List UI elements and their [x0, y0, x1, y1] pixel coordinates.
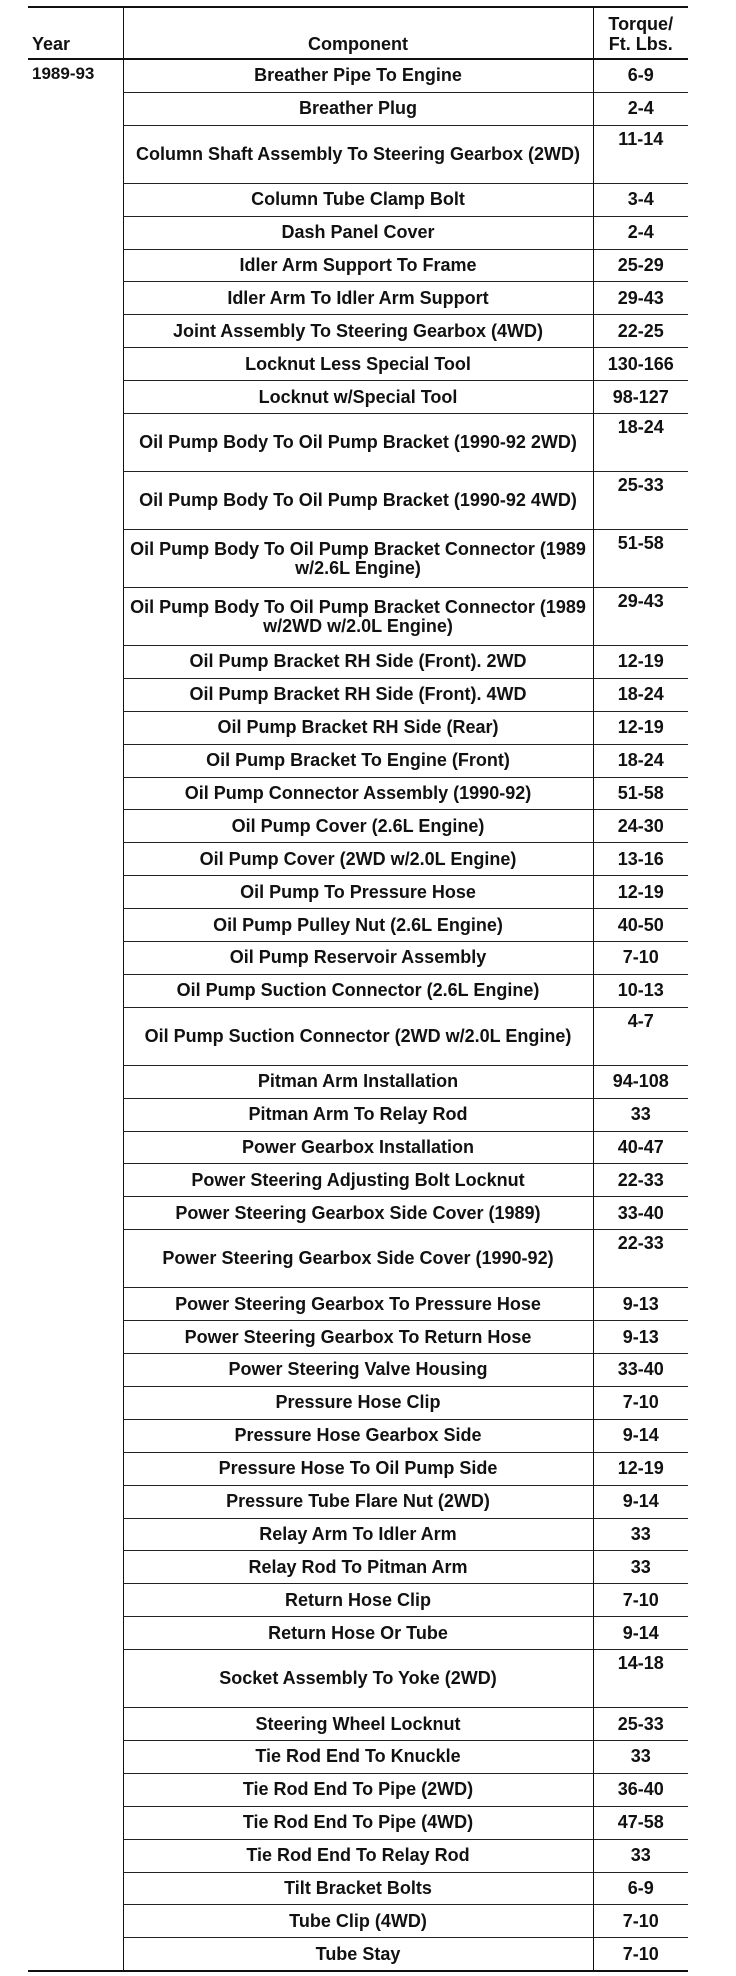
component-cell: Tie Rod End To Relay Rod	[123, 1839, 593, 1872]
component-cell: Pressure Hose To Oil Pump Side	[123, 1452, 593, 1485]
component-cell: Power Steering Gearbox Side Cover (1989)	[123, 1197, 593, 1230]
torque-cell: 130-166	[593, 348, 688, 381]
component-cell: Idler Arm To Idler Arm Support	[123, 282, 593, 315]
table-row	[28, 381, 688, 414]
torque-cell: 47-58	[593, 1806, 688, 1839]
component-cell: Column Tube Clamp Bolt	[123, 183, 593, 216]
torque-cell: 4-7	[593, 1007, 688, 1065]
component-cell: Pressure Hose Clip	[123, 1386, 593, 1419]
component-cell: Oil Pump Suction Connector (2.6L Engine)	[123, 974, 593, 1007]
table-body	[28, 59, 688, 1971]
torque-cell: 9-14	[593, 1617, 688, 1650]
torque-cell: 33	[593, 1740, 688, 1773]
torque-cell: 25-33	[593, 472, 688, 530]
torque-cell: 9-14	[593, 1419, 688, 1452]
torque-table	[28, 6, 688, 1976]
table-row	[28, 1386, 688, 1419]
table-row	[28, 1650, 688, 1708]
component-cell: Locknut Less Special Tool	[123, 348, 593, 381]
component-cell: Pitman Arm To Relay Rod	[123, 1098, 593, 1131]
header-year: Year	[28, 7, 123, 59]
torque-cell: 40-50	[593, 909, 688, 942]
table-row	[28, 1354, 688, 1387]
torque-cell: 29-43	[593, 282, 688, 315]
torque-cell: 6-9	[593, 59, 688, 92]
table-row	[28, 183, 688, 216]
table-row	[28, 59, 688, 92]
table-row	[28, 1164, 688, 1197]
table-row	[28, 843, 688, 876]
torque-cell: 9-13	[593, 1321, 688, 1354]
table-row	[28, 125, 688, 183]
torque-cell: 22-33	[593, 1230, 688, 1288]
table-row	[28, 1584, 688, 1617]
torque-cell: 2-4	[593, 216, 688, 249]
component-cell: Relay Rod To Pitman Arm	[123, 1551, 593, 1584]
torque-cell: 33-40	[593, 1354, 688, 1387]
torque-cell: 9-14	[593, 1485, 688, 1518]
component-cell: Power Steering Gearbox To Return Hose	[123, 1321, 593, 1354]
table-row	[28, 315, 688, 348]
torque-cell: 94-108	[593, 1065, 688, 1098]
table-row	[28, 1485, 688, 1518]
table-row	[28, 1230, 688, 1288]
component-cell: Oil Pump Bracket RH Side (Front). 4WD	[123, 678, 593, 711]
table-row	[28, 974, 688, 1007]
torque-cell: 25-33	[593, 1708, 688, 1741]
torque-cell: 11-14	[593, 125, 688, 183]
torque-cell: 33	[593, 1551, 688, 1584]
component-cell: Steering Wheel Locknut	[123, 1708, 593, 1741]
table-bottom-rule	[28, 1971, 688, 1976]
torque-cell: 33	[593, 1839, 688, 1872]
table-row	[28, 646, 688, 679]
component-cell: Power Steering Gearbox To Pressure Hose	[123, 1288, 593, 1321]
table-row	[28, 1098, 688, 1131]
torque-cell: 9-13	[593, 1288, 688, 1321]
component-cell: Oil Pump Connector Assembly (1990-92)	[123, 777, 593, 810]
torque-cell: 51-58	[593, 530, 688, 588]
component-cell: Locknut w/Special Tool	[123, 381, 593, 414]
table-row	[28, 414, 688, 472]
header-component: Component	[123, 7, 593, 59]
table-row	[28, 1419, 688, 1452]
component-cell: Return Hose Or Tube	[123, 1617, 593, 1650]
component-cell: Breather Pipe To Engine	[123, 59, 593, 92]
component-cell: Idler Arm Support To Frame	[123, 249, 593, 282]
component-cell: Oil Pump Body To Oil Pump Bracket Connector (1989 w/2.6L Engine)	[123, 530, 593, 588]
torque-cell: 10-13	[593, 974, 688, 1007]
torque-cell: 33-40	[593, 1197, 688, 1230]
torque-cell: 2-4	[593, 92, 688, 125]
table-row	[28, 678, 688, 711]
component-cell: Power Steering Valve Housing	[123, 1354, 593, 1387]
component-cell: Oil Pump Body To Oil Pump Bracket (1990-92 2WD)	[123, 414, 593, 472]
table-row	[28, 530, 688, 588]
table-row	[28, 1131, 688, 1164]
table-row	[28, 810, 688, 843]
table-row	[28, 1708, 688, 1741]
torque-cell: 51-58	[593, 777, 688, 810]
torque-cell: 33	[593, 1098, 688, 1131]
torque-cell: 12-19	[593, 646, 688, 679]
component-cell: Oil Pump Body To Oil Pump Bracket Connector (1989 w/2WD w/2.0L Engine)	[123, 588, 593, 646]
table-row	[28, 1617, 688, 1650]
table-row	[28, 1839, 688, 1872]
year-cell: 1989-93	[32, 64, 95, 83]
component-cell: Pitman Arm Installation	[123, 1065, 593, 1098]
component-cell: Return Hose Clip	[123, 1584, 593, 1617]
component-cell: Pressure Hose Gearbox Side	[123, 1419, 593, 1452]
torque-cell: 29-43	[593, 588, 688, 646]
component-cell: Oil Pump Cover (2WD w/2.0L Engine)	[123, 843, 593, 876]
table-row	[28, 1938, 688, 1971]
torque-cell: 12-19	[593, 1452, 688, 1485]
table-row	[28, 1197, 688, 1230]
table-row	[28, 1872, 688, 1905]
table-row	[28, 249, 688, 282]
table-row	[28, 216, 688, 249]
table-row	[28, 282, 688, 315]
torque-cell: 7-10	[593, 1905, 688, 1938]
torque-cell: 18-24	[593, 414, 688, 472]
table-row	[28, 92, 688, 125]
component-cell: Tie Rod End To Pipe (4WD)	[123, 1806, 593, 1839]
component-cell: Power Steering Gearbox Side Cover (1990-92)	[123, 1230, 593, 1288]
table-row	[28, 1518, 688, 1551]
torque-cell: 7-10	[593, 1386, 688, 1419]
table-row	[28, 744, 688, 777]
table-row	[28, 711, 688, 744]
table-row	[28, 1806, 688, 1839]
table-row	[28, 777, 688, 810]
torque-cell: 18-24	[593, 744, 688, 777]
torque-cell: 12-19	[593, 711, 688, 744]
component-cell: Dash Panel Cover	[123, 216, 593, 249]
table-row	[28, 876, 688, 909]
torque-cell: 25-29	[593, 249, 688, 282]
component-cell: Oil Pump Body To Oil Pump Bracket (1990-92 4WD)	[123, 472, 593, 530]
torque-cell: 18-24	[593, 678, 688, 711]
component-cell: Oil Pump Reservoir Assembly	[123, 942, 593, 975]
component-cell: Oil Pump Pulley Nut (2.6L Engine)	[123, 909, 593, 942]
table-row	[28, 1007, 688, 1065]
component-cell: Oil Pump Suction Connector (2WD w/2.0L Engine)	[123, 1007, 593, 1065]
header-torque-line1: Torque/	[608, 14, 674, 34]
component-cell: Tie Rod End To Knuckle	[123, 1740, 593, 1773]
torque-cell: 40-47	[593, 1131, 688, 1164]
torque-cell: 98-127	[593, 381, 688, 414]
component-cell: Tilt Bracket Bolts	[123, 1872, 593, 1905]
header-torque	[593, 7, 688, 59]
component-cell: Socket Assembly To Yoke (2WD)	[123, 1650, 593, 1708]
torque-cell: 7-10	[593, 1938, 688, 1971]
component-cell: Tube Stay	[123, 1938, 593, 1971]
torque-cell: 3-4	[593, 183, 688, 216]
table-row	[28, 588, 688, 646]
torque-cell: 36-40	[593, 1773, 688, 1806]
torque-cell: 6-9	[593, 1872, 688, 1905]
table-row	[28, 1773, 688, 1806]
torque-cell: 24-30	[593, 810, 688, 843]
torque-spec-sheet	[28, 6, 688, 1976]
table-row	[28, 1065, 688, 1098]
component-cell: Oil Pump To Pressure Hose	[123, 876, 593, 909]
table-row	[28, 1905, 688, 1938]
table-row	[28, 1288, 688, 1321]
component-cell: Oil Pump Bracket RH Side (Front). 2WD	[123, 646, 593, 679]
table-row	[28, 942, 688, 975]
component-cell: Pressure Tube Flare Nut (2WD)	[123, 1485, 593, 1518]
header-torque-line2: Ft. Lbs.	[608, 34, 673, 54]
component-cell: Oil Pump Bracket RH Side (Rear)	[123, 711, 593, 744]
component-cell: Tube Clip (4WD)	[123, 1905, 593, 1938]
torque-cell: 33	[593, 1518, 688, 1551]
component-cell: Power Steering Adjusting Bolt Locknut	[123, 1164, 593, 1197]
table-row	[28, 1452, 688, 1485]
component-cell: Oil Pump Bracket To Engine (Front)	[123, 744, 593, 777]
component-cell: Oil Pump Cover (2.6L Engine)	[123, 810, 593, 843]
table-row	[28, 909, 688, 942]
table-row	[28, 1740, 688, 1773]
header-row	[28, 7, 688, 59]
table-row	[28, 1321, 688, 1354]
table-row	[28, 348, 688, 381]
torque-cell: 22-25	[593, 315, 688, 348]
torque-cell: 12-19	[593, 876, 688, 909]
component-cell: Breather Plug	[123, 92, 593, 125]
torque-cell: 7-10	[593, 942, 688, 975]
component-cell: Joint Assembly To Steering Gearbox (4WD)	[123, 315, 593, 348]
table-row	[28, 1551, 688, 1584]
component-cell: Column Shaft Assembly To Steering Gearbox (2WD)	[123, 125, 593, 183]
table-row	[28, 472, 688, 530]
torque-cell: 14-18	[593, 1650, 688, 1708]
torque-cell: 22-33	[593, 1164, 688, 1197]
torque-cell: 13-16	[593, 843, 688, 876]
torque-cell: 7-10	[593, 1584, 688, 1617]
component-cell: Relay Arm To Idler Arm	[123, 1518, 593, 1551]
component-cell: Tie Rod End To Pipe (2WD)	[123, 1773, 593, 1806]
component-cell: Power Gearbox Installation	[123, 1131, 593, 1164]
